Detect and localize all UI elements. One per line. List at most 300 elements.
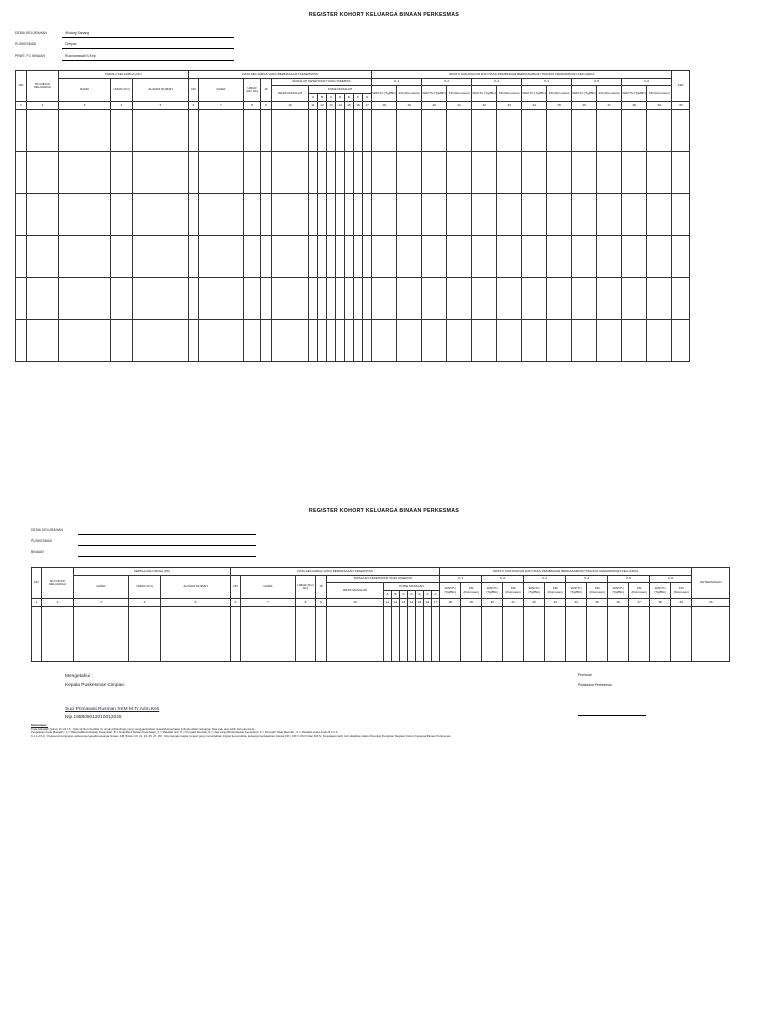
register-table-2 — [31, 567, 730, 662]
table-cell — [447, 110, 472, 152]
table-cell — [524, 607, 545, 662]
meta-line-puskesmas-2 — [78, 545, 256, 546]
table-cell — [472, 236, 497, 278]
meta-value-puskesmas: Cimpae — [65, 42, 77, 46]
register-table-1 — [15, 70, 690, 362]
page-title: REGISTER KOHORT KELUARGA BINAAN PERKESMAS — [308, 12, 460, 18]
th-waktu-2: WAKTU (Tgl/Bln) — [482, 583, 503, 599]
table-cell — [622, 194, 647, 236]
meta-label-desa-2: DESA/ KELURAHAN — [31, 528, 63, 532]
col-num: 14 — [408, 599, 416, 607]
table-cell — [111, 194, 133, 236]
col-num: 19 — [461, 599, 482, 607]
table-cell — [189, 152, 199, 194]
table-cell — [318, 236, 327, 278]
th-umur: UMUR (thn) — [111, 79, 133, 102]
table-cell — [672, 110, 690, 152]
th-km: KM (Rumusan) — [397, 86, 422, 102]
table-cell — [647, 278, 672, 320]
col-num: 15 — [345, 102, 354, 110]
col-num: 13 — [400, 599, 408, 607]
table-cell — [133, 278, 189, 320]
table-cell — [397, 194, 422, 236]
table-cell — [133, 110, 189, 152]
th-kode-b: B — [318, 94, 327, 102]
table-cell — [587, 607, 608, 662]
th-waktu-2: WAKTU (Tgl/Bln) — [524, 583, 545, 599]
table-cell — [241, 607, 296, 662]
col-num: 30 — [672, 102, 690, 110]
table-cell — [59, 278, 111, 320]
table-cell — [647, 320, 672, 362]
table-cell — [261, 152, 272, 194]
table-cell — [309, 320, 318, 362]
table-cell — [318, 320, 327, 362]
th-jenis-masalah-2: JENIS MASALAH — [327, 583, 384, 599]
table-cell — [261, 278, 272, 320]
table-cell — [244, 236, 261, 278]
th-kode-c-2: C — [400, 591, 408, 599]
table-cell — [327, 194, 336, 236]
th-km-2: KM (Rumusan) — [587, 583, 608, 599]
th-no2: NO — [189, 79, 199, 102]
table-cell — [363, 194, 372, 236]
table-cell — [363, 236, 372, 278]
table-cell — [42, 607, 74, 662]
col-num: 15 — [416, 599, 424, 607]
th-no-2: NO — [32, 568, 42, 599]
table-cell — [363, 152, 372, 194]
th-km-2: KM (Rumusan) — [545, 583, 566, 599]
th-km: KM (Rumusan) — [647, 86, 672, 102]
table-cell — [400, 607, 408, 662]
th-masalah-2: MASALAH KESEHATAN YANG DISERITA — [327, 576, 440, 583]
col-num: 20 — [422, 102, 447, 110]
table-cell — [622, 236, 647, 278]
th-jk-2: JK — [316, 576, 327, 599]
meta-label-binaan-2: BINAAN — [31, 550, 44, 554]
th-waktu: WAKTU (Tgl/Bln) — [522, 86, 547, 102]
table-cell — [199, 152, 244, 194]
meta-line-perawat — [62, 60, 234, 61]
table-cell — [622, 320, 647, 362]
table-cell — [572, 320, 597, 362]
table-row — [16, 152, 690, 194]
col-num: 28 — [622, 102, 647, 110]
col-num: 21 — [447, 102, 472, 110]
table-cell — [622, 110, 647, 152]
th-waktu: WAKTU (Tgl/Bln) — [372, 86, 397, 102]
col-num: 5 — [161, 599, 231, 607]
meta-line-binaan-2 — [78, 556, 256, 557]
meta-line-desa-2 — [78, 534, 256, 535]
table-cell — [189, 236, 199, 278]
table-cell — [345, 152, 354, 194]
col-num: 24 — [566, 599, 587, 607]
table-cell — [503, 607, 524, 662]
table-cell — [672, 278, 690, 320]
notes-block — [31, 724, 451, 738]
meta-line-puskesmas — [62, 48, 234, 49]
col-num: 29 — [647, 102, 672, 110]
table-cell — [336, 278, 345, 320]
col-num: 16 — [424, 599, 432, 607]
table-cell — [199, 110, 244, 152]
th-waktu: WAKTU (Tgl/Bln) — [472, 86, 497, 102]
table-cell — [272, 152, 309, 194]
table-cell — [244, 110, 261, 152]
meta-label-perawat: PRWT. PJ. BINAAN — [15, 54, 45, 58]
table-cell — [199, 194, 244, 236]
table-cell — [261, 194, 272, 236]
table-cell — [597, 278, 622, 320]
table-cell — [16, 278, 27, 320]
th-kode-masalah: KODE MASALAH — [309, 86, 372, 94]
table-row — [16, 278, 690, 320]
table-cell — [27, 278, 59, 320]
th-ket: KET — [672, 71, 690, 102]
table-cell — [432, 607, 440, 662]
table-cell — [422, 152, 447, 194]
notes-line-3: K-1 s.d K-6 : Frekuensi kunjungan perkesmas kepada keluarga binaan. KM (Kolom 19, 21, 23, 25, 27, 29) : Diisi dengan angka romawi yang menunjukkan tingkat kemandirian keluarga berdasarkan kriteria KM I, KM II, KM III dan KM IV. Penjelasan lebih rinci dikaitkan dalam Petunjuk Pengisian Register Kohort Keluarga Binaan Perkesmas. — [31, 733, 452, 738]
th-jk: JK — [261, 79, 272, 102]
th-kode-d: D — [336, 94, 345, 102]
th-k2: K-2 — [422, 79, 472, 86]
table-cell — [309, 152, 318, 194]
table-cell — [16, 194, 27, 236]
th-kode-g: G — [363, 94, 372, 102]
col-num: 4 — [129, 599, 161, 607]
table-cell — [497, 236, 522, 278]
table-cell — [27, 236, 59, 278]
column-number-row-2 — [32, 599, 730, 607]
th-masalah: MASALAH KESEHATAN YANG DISERITA — [272, 79, 372, 86]
table-cell — [244, 278, 261, 320]
table-cell — [572, 278, 597, 320]
table-cell — [199, 236, 244, 278]
th-kode-a: A — [309, 94, 318, 102]
th-kode-e: E — [345, 94, 354, 102]
table-cell — [345, 278, 354, 320]
table-cell — [440, 607, 461, 662]
th-waktu-kunjungan-2: WAKTU KUNJUNGAN DAN HASIL PEMBINAAN BERDASARKAN TINGKAT KEMANDIRIAN KELUARGA — [440, 568, 692, 576]
table-cell — [327, 607, 384, 662]
table-cell — [272, 236, 309, 278]
th-k1-2: K-1 — [440, 576, 482, 583]
th-no-induk-2: NO INDUK KELUARGA — [42, 568, 74, 599]
col-num: 6 — [189, 102, 199, 110]
th-kode-a-2: A — [384, 591, 392, 599]
table-cell — [372, 110, 397, 152]
notes-line-2: Penjelasan Kode Masalah : A = Maternal/Resti Rawan Kesehatan, B = Anak/Resti Rawan Kesehatan, C = Masalah Gizi, D = Penyakit Menular, E = Usia Lanjut/Resti Rawan Kesehatan, F = Penyakit Tidak Menular , G = Masalah selain Kode B s.d. F — [31, 730, 338, 735]
table-cell — [244, 320, 261, 362]
col-num: 27 — [629, 599, 650, 607]
col-num: 23 — [545, 599, 566, 607]
th-kk: KEPALA KELUARGA (KK) — [59, 71, 189, 79]
table-cell — [336, 320, 345, 362]
table-cell — [16, 152, 27, 194]
table-cell — [16, 320, 27, 362]
th-waktu-2: WAKTU (Tgl/Bln) — [440, 583, 461, 599]
table-cell — [692, 607, 730, 662]
table-cell — [261, 236, 272, 278]
table-cell — [597, 152, 622, 194]
table-cell — [327, 236, 336, 278]
table-cell — [397, 278, 422, 320]
table-cell — [189, 194, 199, 236]
col-num: 7 — [241, 599, 296, 607]
table-cell — [372, 320, 397, 362]
col-num: 25 — [587, 599, 608, 607]
table-cell — [345, 236, 354, 278]
th-data-keluarga: DATA KELUARGA YANG BERMASALAH KESEHATAN — [189, 71, 372, 79]
col-num: 8 — [296, 599, 316, 607]
table-cell — [408, 607, 416, 662]
table-cell — [672, 236, 690, 278]
notes-heading: Keterangan : — [31, 723, 49, 727]
table-cell — [27, 110, 59, 152]
th-k6-2: K-6 — [650, 576, 692, 583]
table-cell — [647, 194, 672, 236]
th-k6: K-6 — [622, 79, 672, 86]
col-num: 8 — [244, 102, 261, 110]
table-cell — [309, 278, 318, 320]
table-cell — [354, 278, 363, 320]
table-cell — [447, 320, 472, 362]
mengetahui-label: Mengetahui : — [65, 674, 93, 679]
table-cell — [447, 194, 472, 236]
th-km-2: KM (Rumusan) — [461, 583, 482, 599]
table-cell — [647, 110, 672, 152]
table-cell — [547, 152, 572, 194]
table-cell — [336, 194, 345, 236]
th-k4: K-4 — [522, 79, 572, 86]
table-cell — [522, 236, 547, 278]
table-cell — [345, 110, 354, 152]
table-cell — [472, 320, 497, 362]
table-cell — [672, 152, 690, 194]
col-num: 1 — [32, 599, 42, 607]
table-cell — [336, 236, 345, 278]
th-kode-d-2: D — [408, 591, 416, 599]
th-kode-f: F — [354, 94, 363, 102]
table-cell — [497, 152, 522, 194]
column-number-row — [16, 102, 690, 110]
col-num: 6 — [231, 599, 241, 607]
th-km: KM (Rumusan) — [547, 86, 572, 102]
table-cell — [672, 194, 690, 236]
meta-label-desa: DESA/ KELURAHAN — [15, 31, 47, 35]
table-cell — [522, 152, 547, 194]
table-cell — [244, 152, 261, 194]
col-num: 3 — [74, 599, 129, 607]
table-cell — [572, 194, 597, 236]
table-cell — [354, 236, 363, 278]
th-k1: K-1 — [372, 79, 422, 86]
table-cell — [372, 194, 397, 236]
col-num: 11 — [384, 599, 392, 607]
table-row — [16, 194, 690, 236]
kepala-puskesmas-label: Kepala Puskesmas Cimpae. — [65, 683, 126, 688]
table-cell — [372, 236, 397, 278]
col-num: 24 — [522, 102, 547, 110]
table-cell — [327, 110, 336, 152]
th-waktu-kunjungan: WAKTU KUNJUNGAN DAN HASIL PEMBINAAN BERDASARKAN TINGKAT KEMANDIRIAN KELUARGA — [372, 71, 672, 79]
table-cell — [336, 152, 345, 194]
table-cell — [354, 152, 363, 194]
col-num: 12 — [392, 599, 400, 607]
table-cell — [608, 607, 629, 662]
col-num: 14 — [336, 102, 345, 110]
table-cell — [133, 236, 189, 278]
table-cell — [363, 278, 372, 320]
table-cell — [422, 110, 447, 152]
table-cell — [397, 110, 422, 152]
table-cell — [572, 110, 597, 152]
meta-line-desa — [62, 37, 234, 38]
col-num: 17 — [432, 599, 440, 607]
table-cell — [397, 152, 422, 194]
col-num: 27 — [597, 102, 622, 110]
table-cell — [384, 607, 392, 662]
table-cell — [354, 194, 363, 236]
table-cell — [372, 278, 397, 320]
th-waktu: WAKTU (Tgl/Bln) — [622, 86, 647, 102]
table-cell — [261, 110, 272, 152]
table-cell — [447, 152, 472, 194]
table-row — [32, 607, 730, 662]
th-k3: K-3 — [472, 79, 522, 86]
col-num: 22 — [472, 102, 497, 110]
table-cell — [522, 278, 547, 320]
col-num: 22 — [524, 599, 545, 607]
table-cell — [111, 152, 133, 194]
th-kode-b-2: B — [392, 591, 400, 599]
col-num: 20 — [482, 599, 503, 607]
table-cell — [372, 152, 397, 194]
table-row — [16, 236, 690, 278]
table-cell — [133, 152, 189, 194]
col-num: 19 — [397, 102, 422, 110]
table-cell — [472, 278, 497, 320]
table-cell — [547, 194, 572, 236]
table-cell — [309, 194, 318, 236]
th-kode-g-2: G — [432, 591, 440, 599]
table-cell — [547, 278, 572, 320]
table-cell — [497, 278, 522, 320]
table-cell — [261, 320, 272, 362]
table-cell — [327, 320, 336, 362]
col-num: 9 — [261, 102, 272, 110]
col-num: 18 — [440, 599, 461, 607]
table-cell — [316, 607, 327, 662]
col-num: 3 — [59, 102, 111, 110]
table-cell — [111, 110, 133, 152]
col-num: 21 — [503, 599, 524, 607]
table-cell — [422, 320, 447, 362]
table-cell — [309, 110, 318, 152]
table-cell — [472, 194, 497, 236]
col-num: 1 — [16, 102, 27, 110]
table-cell — [272, 320, 309, 362]
col-num: 28 — [650, 599, 671, 607]
th-nama-2: NAMA — [74, 576, 129, 599]
th-km: KM (Rumusan) — [597, 86, 622, 102]
table-cell — [622, 278, 647, 320]
table-cell — [318, 194, 327, 236]
meta-value-desa: Widang Sanang — [65, 31, 90, 35]
table-cell — [363, 110, 372, 152]
pembuat-label: Pembuat — [578, 673, 592, 677]
table-cell — [566, 607, 587, 662]
th-nama2: NAMA — [199, 79, 244, 102]
th-km: KM (Rumusan) — [497, 86, 522, 102]
table-row — [16, 320, 690, 362]
table-cell — [129, 607, 161, 662]
table-cell — [309, 236, 318, 278]
col-num: 2 — [27, 102, 59, 110]
table-cell — [354, 320, 363, 362]
table-cell — [345, 320, 354, 362]
th-waktu-2: WAKTU (Tgl/Bln) — [650, 583, 671, 599]
kepala-nip: Nip.198805012010012025 — [65, 715, 122, 720]
table-cell — [572, 152, 597, 194]
table-cell — [647, 236, 672, 278]
table-cell — [522, 194, 547, 236]
table-cell — [133, 194, 189, 236]
notes-line-1: Kode Masalah (kolom 11 s/d 17) : Diisi simbol checklist (√) untuk pilihan/kode yang menggambarkan masalah kesehatan individu dalam keluarga, bisa satu atau lebih dari satu kode — [31, 726, 255, 731]
table-cell — [272, 110, 309, 152]
th-waktu-2: WAKTU (Tgl/Bln) — [566, 583, 587, 599]
th-km: KM (Rumusan) — [447, 86, 472, 102]
table-cell — [522, 320, 547, 362]
table-cell — [497, 110, 522, 152]
th-kode-c: C — [327, 94, 336, 102]
table-cell — [296, 607, 316, 662]
th-km-2: KM (Rumusan) — [629, 583, 650, 599]
table-cell — [111, 320, 133, 362]
table-cell — [111, 278, 133, 320]
col-num: 26 — [572, 102, 597, 110]
th-waktu: WAKTU (Tgl/Bln) — [422, 86, 447, 102]
th-kk-2: KEPALA KELUARGA (KK) — [74, 568, 231, 576]
table-cell — [363, 320, 372, 362]
col-num: 25 — [547, 102, 572, 110]
page-title-2: REGISTER KOHORT KELUARGA BINAAN PERKESMAS — [308, 508, 460, 514]
col-num: 18 — [372, 102, 397, 110]
th-k2-2: K-2 — [482, 576, 524, 583]
table-cell — [424, 607, 432, 662]
table-cell — [416, 607, 424, 662]
table-cell — [27, 320, 59, 362]
col-num: 23 — [497, 102, 522, 110]
table-cell — [231, 607, 241, 662]
table-cell — [59, 152, 111, 194]
table-cell — [597, 194, 622, 236]
meta-label-puskesmas-2: PUSKESMAS — [31, 539, 53, 543]
col-num: 12 — [318, 102, 327, 110]
col-num: 5 — [133, 102, 189, 110]
th-umur2: UMUR (thn/ bln) — [244, 79, 261, 102]
table-cell — [472, 110, 497, 152]
meta-value-perawat: Rusmanawati S.Kep — [65, 54, 96, 58]
table-cell — [597, 236, 622, 278]
table-cell — [597, 320, 622, 362]
table-cell — [497, 320, 522, 362]
col-num: 26 — [608, 599, 629, 607]
table-cell — [422, 194, 447, 236]
th-data-keluarga-2: DATA KELUARGA YANG BERMASALAH KESEHATAN — [231, 568, 440, 576]
